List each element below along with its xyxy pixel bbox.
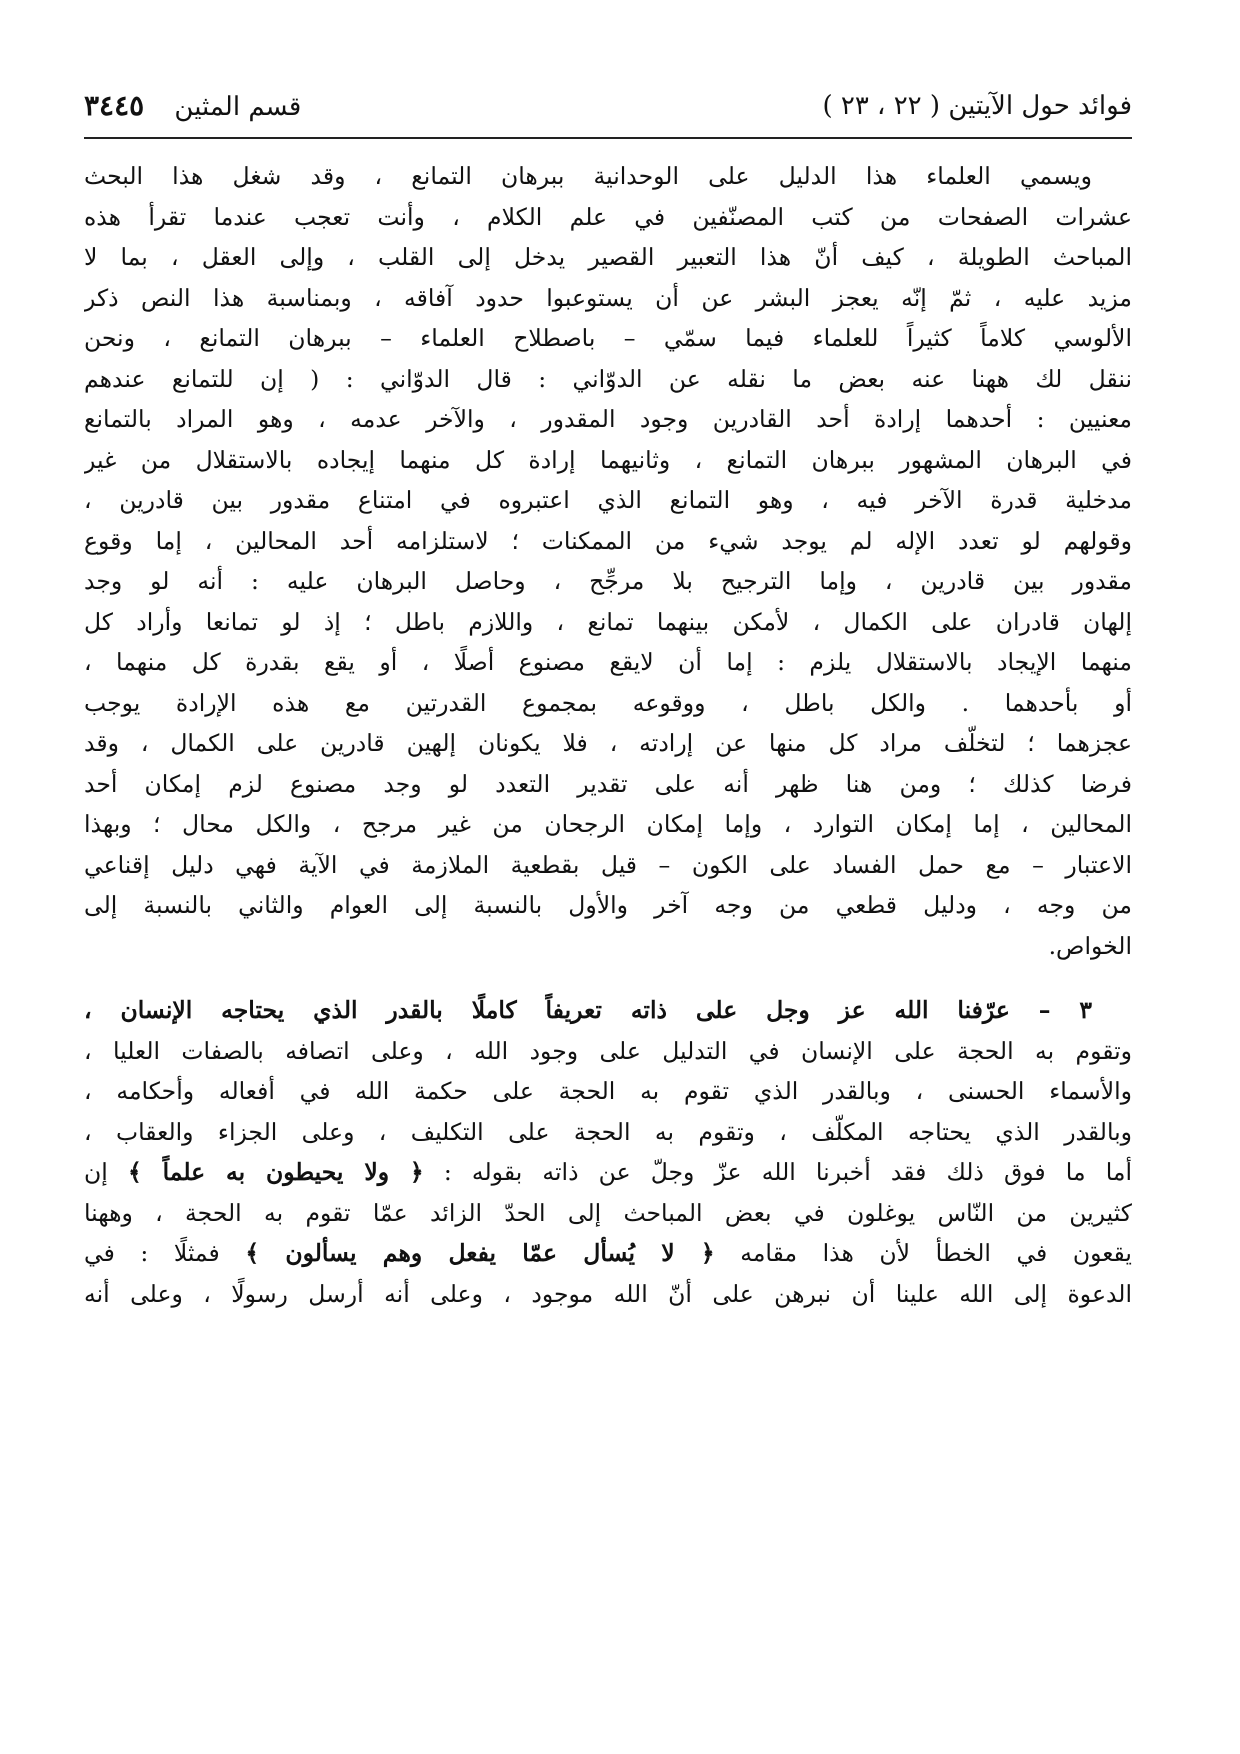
line-text: فمثلًا : في	[84, 1239, 220, 1267]
header-rule	[84, 137, 1132, 139]
text-line: والأسماء الحسنى ، وبالقدر الذي تقوم به الحجة على حكمة الله في أفعاله وأحكامه ،	[84, 1077, 1132, 1105]
text-line: أو بأحدهما . والكل باطل ، ووقوعه بمجموع القدرتين مع هذه الإرادة يوجب	[84, 688, 1132, 717]
text-line	[84, 1233, 1132, 1274]
text-line: وقولهم لو تعدد الإله لم يوجد شيء من الممكنات ؛ لاستلزامه أحد المحالين ، إما وقوع	[84, 526, 1132, 555]
line-text: إن	[84, 1158, 108, 1186]
text-line: مقدور بين قادرين ، وإما الترجيح بلا مرجِّح ، وحاصل البرهان عليه : أنه لو وجد	[84, 567, 1132, 595]
line-text: عرّفنا الله عز وجل على ذاته تعريفاً كاملًا بالقدر الذي يحتاجه الإنسان ،	[84, 996, 1010, 1024]
paragraph-2	[84, 990, 1132, 1314]
quran-verse: ﴿ لا يُسأل عمّا يفعل وهم يسألون ﴾	[245, 1239, 715, 1267]
folio	[84, 86, 301, 127]
line-text: أما ما فوق ذلك فقد أخبرنا الله عزّ وجلّ عن ذاته بقوله :	[443, 1158, 1132, 1186]
quran-verse: ﴿ ولا يحيطون به علماً ﴾	[127, 1158, 424, 1186]
paragraph-number: ٣ –	[1038, 996, 1093, 1024]
text-line: فرضا كذلك ؛ ومن هنا ظهر أنه على تقدير التعدد لو وجد مصنوع لزم إمكان أحد	[84, 769, 1132, 798]
section-name: قسم المثين	[174, 92, 302, 122]
text-line	[84, 1152, 1132, 1193]
text-line	[84, 990, 1132, 1031]
text-line: عجزهما ؛ لتخلّف مراد كل منها عن إرادته ، فلا يكونان إلهين قادرين على الكمال ، وقد	[84, 729, 1132, 757]
text-line: ننقل لك ههنا عنه بعض ما نقله عن الدوّاني : قال الدوّاني : ( إن للتمانع عندهم	[84, 364, 1132, 393]
text-line: إلهان قادران على الكمال ، لأمكن بينهما تمانع ، واللازم باطل ؛ إذ لو تمانعا وأراد كل	[84, 607, 1132, 636]
paragraph-gap	[84, 966, 1132, 990]
text-line: مزيد عليه ، ثمّ إنّه يعجز البشر عن أن يستوعبوا حدود آفاقه ، وبمناسبة هذا النص ذكر	[84, 283, 1132, 312]
text-line: منهما الإيجاد بالاستقلال يلزم : إما أن لايقع مصنوع أصلًا ، أو يقع بقدرة كل منهما ،	[84, 648, 1132, 676]
paragraph-1	[84, 156, 1132, 966]
page-header	[84, 86, 1132, 126]
text-line: كثيرين من النّاس يوغلون في بعض المباحث إلى الحدّ الزائد عمّا تقوم به الحجة ، وههنا	[84, 1198, 1132, 1227]
text-line: الخواص.	[1048, 931, 1132, 960]
text-line: الألوسي كلاماً كثيراً للعلماء فيما سمّي – باصطلاح العلماء – ببرهان التمانع ، ونحن	[84, 324, 1132, 352]
text-line: الاعتبار – مع حمل الفساد على الكون – قيل بقطعية الملازمة في الآية فهي دليل إقناعي	[84, 850, 1132, 879]
text-line: وبالقدر الذي يحتاجه المكلّف ، وتقوم به الحجة على التكليف ، وعلى الجزاء والعقاب ،	[84, 1117, 1132, 1146]
text-line: من وجه ، ودليل قطعي من وجه آخر والأول بالنسبة إلى العوام والثاني بالنسبة إلى	[84, 891, 1132, 919]
text-line: عشرات الصفحات من كتب المصنّفين في علم الكلام ، وأنت تعجب عندما تقرأ هذه	[84, 202, 1132, 231]
text-line: الدعوة إلى الله علينا أن نبرهن على أنّ الله موجود ، وعلى أنه أرسل رسولًا ، وعلى أنه	[84, 1279, 1132, 1308]
text-line: معنيين : أحدهما إرادة أحد القادرين وجود المقدور ، والآخر عدمه ، وهو المراد بالتمانع	[84, 405, 1132, 433]
text-line: وتقوم به الحجة على الإنسان في التدليل على وجود الله ، وعلى اتصافه بالصفات العليا ،	[84, 1036, 1132, 1065]
text-line: المباحث الطويلة ، كيف أنّ هذا التعبير القصير يدخل إلى القلب ، وإلى العقل ، بما لا	[84, 243, 1132, 271]
text-line: في البرهان المشهور ببرهان التمانع ، وثانيهما إرادة كل منهما إيجاده بالاستقلال من غير	[84, 445, 1132, 474]
text-line: مدخلية قدرة الآخر فيه ، وهو التمانع الذي اعتبروه في امتناع مقدور بين قادرين ،	[84, 486, 1132, 514]
running-title: فوائد حول الآيتين ( ٢٢ ، ٢٣ )	[822, 91, 1132, 121]
text-line: ويسمي العلماء هذا الدليل على الوحدانية ببرهان التمانع ، وقد شغل هذا البحث	[84, 162, 1092, 190]
page-number: ٣٤٤٥	[84, 89, 145, 122]
text-line: المحالين ، إما إمكان التوارد ، وإما إمكان الرجحان من غير مرجح ، والكل محال ؛ وبهذا	[84, 810, 1132, 838]
body-text	[84, 156, 1132, 1314]
line-text: يقعون في الخطأ لأن هذا مقامه	[740, 1239, 1132, 1267]
